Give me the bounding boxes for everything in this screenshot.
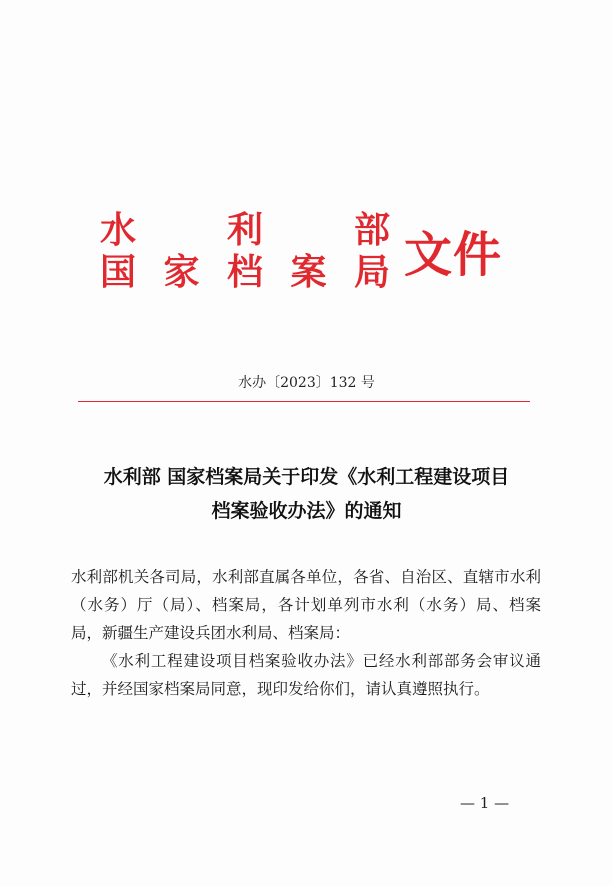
page-number: — 1 — — [460, 794, 510, 812]
document-title — [60, 460, 553, 528]
issuer-char: 利 — [226, 210, 263, 251]
document-type-label: 文件 — [404, 227, 503, 283]
title-line-1: 水利部 国家档案局关于印发《水利工程建设项目 — [103, 466, 510, 488]
red-header — [100, 212, 520, 302]
issuer-char: 国 — [100, 252, 137, 293]
issuer-char: 家 — [163, 252, 200, 293]
document-number: 水办〔2023〕132 号 — [238, 375, 375, 391]
issuer-ministry-of-water-resources — [100, 212, 390, 250]
issuer-char: 水 — [100, 210, 137, 251]
issuer-char: 档 — [226, 252, 263, 293]
issuer-char: 部 — [353, 210, 390, 251]
issuer-national-archives-administration — [100, 254, 390, 292]
issuer-char: 案 — [290, 252, 327, 293]
red-divider-line — [78, 401, 530, 402]
body-paragraph: 《水利工程建设项目档案验收办法》已经水利部部务会审议通过，并经国家档案局同意，现印发给你们，请认真遵照执行。 — [71, 652, 541, 698]
issuer-char: 局 — [353, 252, 390, 293]
addressees: 水利部机关各司局，水利部直属各单位，各省、自治区、直辖市水利（水务）厅（局）、档案局，各计划单列市水利（水务）局、档案局，新疆生产建设兵团水利局、档案局： — [71, 568, 541, 642]
title-line-2: 档案验收办法》的通知 — [211, 500, 402, 522]
document-body — [71, 563, 541, 703]
